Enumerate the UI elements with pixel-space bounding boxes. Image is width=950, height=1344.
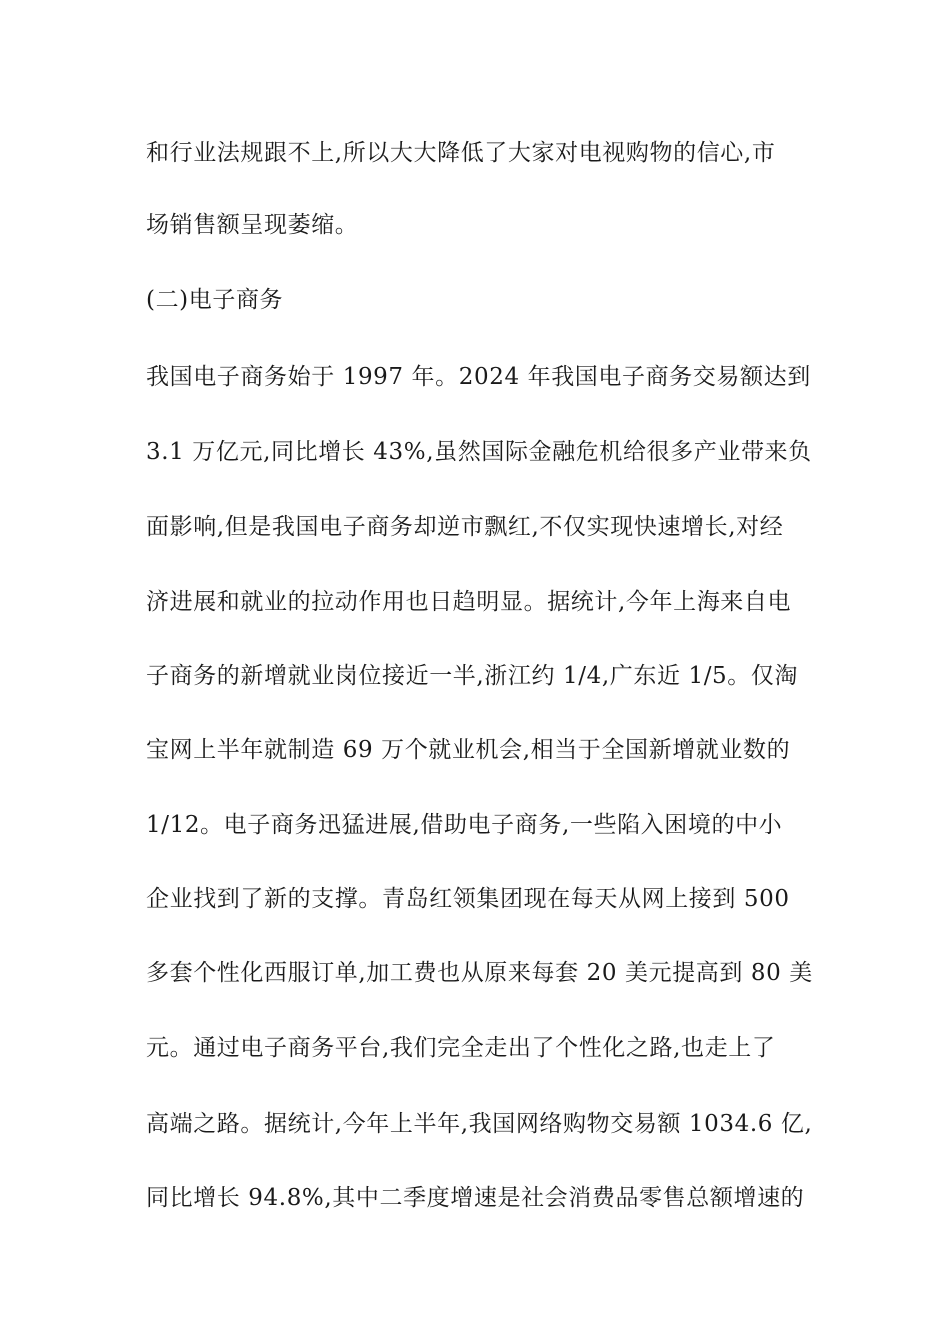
text-line: 我国电子商务始于 1997 年。2024 年我国电子商务交易额达到 xyxy=(146,364,811,390)
text-line: 高端之路。据统计,今年上半年,我国网络购物交易额 1034.6 亿, xyxy=(146,1111,813,1137)
text-line: 场销售额呈现萎缩。 xyxy=(146,212,359,238)
text-line: 1/12。电子商务迅猛进展,借助电子商务,一些陷入困境的中小 xyxy=(146,812,783,838)
section-heading: (二)电子商务 xyxy=(146,287,284,313)
text-line: 企业找到了新的支撑。青岛红领集团现在每天从网上接到 500 xyxy=(146,886,790,912)
text-line: 子商务的新增就业岗位接近一半,浙江约 1/4,广东近 1/5。仅淘 xyxy=(146,663,799,689)
text-line: 济进展和就业的拉动作用也日趋明显。据统计,今年上海来自电 xyxy=(146,589,792,615)
text-line: 宝网上半年就制造 69 万个就业机会,相当于全国新增就业数的 xyxy=(146,737,791,763)
text-line: 元。通过电子商务平台,我们完全走出了个性化之路,也走上了 xyxy=(146,1035,776,1061)
text-line: 3.1 万亿元,同比增长 43%,虽然国际金融危机给很多产业带来负 xyxy=(146,439,812,465)
text-line: 多套个性化西服订单,加工费也从原来每套 20 美元提高到 80 美 xyxy=(146,960,813,986)
text-line: 面影响,但是我国电子商务却逆市飘红,不仅实现快速增长,对经 xyxy=(146,514,784,540)
text-line: 和行业法规跟不上,所以大大降低了大家对电视购物的信心,市 xyxy=(146,140,776,166)
text-line: 同比增长 94.8%,其中二季度增速是社会消费品零售总额增速的 xyxy=(146,1185,805,1211)
